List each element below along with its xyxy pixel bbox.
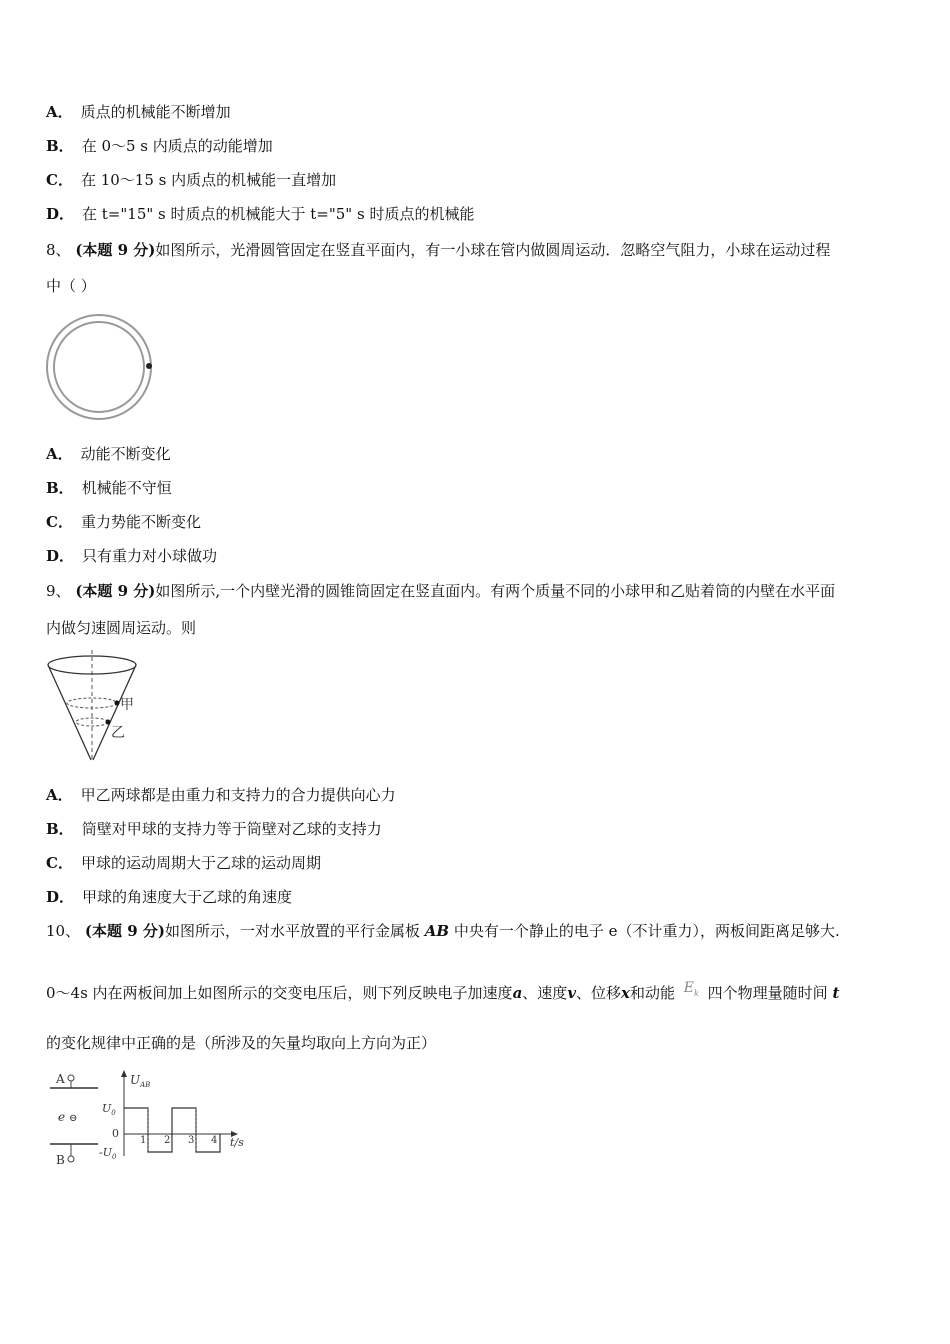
- neg-u0-label: $-U_0$: [99, 1146, 117, 1161]
- q10-stem-line2: 0～4s 内在两板间加上如图所示的交变电压后，则下列反映电子加速度a、速度v、位移x和动能 $E_k$ 四个物理量随时间 t: [46, 980, 840, 1002]
- ball-yi: [106, 720, 111, 725]
- u0-label: $U_0$: [102, 1102, 116, 1117]
- zero-label: 0: [112, 1127, 119, 1140]
- q9-number: 9、: [46, 582, 71, 600]
- q8-option-d: D． 只有重力对小球做功: [46, 547, 218, 565]
- ball: [146, 363, 152, 369]
- q8-stem-line2: 中（ ）: [46, 277, 96, 295]
- q9-option-b: B． 筒壁对甲球的支持力等于筒壁对乙球的支持力: [46, 820, 382, 838]
- q9-stem-line2: 内做匀速圆周运动。则: [46, 619, 197, 637]
- q9-option-d: D． 甲球的角速度大于乙球的角速度: [46, 888, 293, 906]
- label-jia: 甲: [120, 697, 134, 713]
- q9-option-a: A． 甲乙两球都是由重力和支持力的合力提供向心力: [46, 786, 396, 804]
- u-axis-label: $U_{AB}$: [130, 1073, 151, 1089]
- t-axis-label: t/s: [230, 1136, 244, 1149]
- q8-circular-tube-figure: [44, 312, 156, 422]
- q10-score: (本题 9 分): [84, 922, 165, 940]
- q7-option-b: B． 在 0～5 s 内质点的动能增加: [46, 137, 273, 155]
- tick-4: 4: [211, 1135, 218, 1146]
- tick-2: 2: [164, 1135, 171, 1146]
- q8-option-a: A． 动能不断变化: [46, 445, 171, 463]
- tick-3: 3: [188, 1135, 195, 1146]
- electron-symbol: ⊖: [69, 1113, 78, 1124]
- q8-option-c: C． 重力势能不断变化: [46, 513, 201, 531]
- q9-score: (本题 9 分): [75, 582, 156, 600]
- voltage-graph: [99, 1070, 244, 1161]
- q9-stem-line1: 9、 (本题 9 分)如图所示,一个内壁光滑的圆锥筒固定在竖直面内。有两个质量不同的小球甲和乙贴着筒的内壁在水平面: [46, 582, 836, 600]
- label-yi: 乙: [111, 725, 125, 741]
- q9-cone-figure: [44, 648, 144, 764]
- tick-1: 1: [140, 1135, 147, 1146]
- plate-diagram: [50, 1072, 98, 1167]
- electron-label: e: [58, 1110, 66, 1124]
- ek-symbol: $E_k$: [683, 980, 699, 998]
- q10-stem-line1: 10、 (本题 9 分)如图所示，一对水平放置的平行金属板 AB 中央有一个静止的电子 e（不计重力），两板间距离足够大.: [46, 922, 840, 940]
- tube-outer-wall: [47, 315, 151, 419]
- q7-option-c: C． 在 10～15 s 内质点的机械能一直增加: [46, 171, 337, 189]
- q8-score: (本题 9 分): [75, 241, 156, 259]
- plate-label-a: A: [56, 1072, 65, 1086]
- q7-option-a: A． 质点的机械能不断增加: [46, 103, 231, 121]
- plate-label-b: B: [56, 1153, 65, 1167]
- tube-inner-wall: [54, 322, 144, 412]
- q10-plates-and-voltage-figure: [44, 1066, 254, 1174]
- q8-stem-line1: 8、 (本题 9 分)如图所示，光滑圆管固定在竖直平面内，有一小球在管内做圆周运动．忽略空气阻力，小球在运动过程: [46, 241, 831, 259]
- q8-number: 8、: [46, 241, 71, 259]
- q10-number: 10、: [46, 922, 81, 940]
- cone-left-wall: [48, 665, 91, 760]
- q9-option-c: C． 甲球的运动周期大于乙球的运动周期: [46, 854, 321, 872]
- voltage-waveform: [124, 1108, 220, 1152]
- q8-option-b: B． 机械能不守恒: [46, 479, 172, 497]
- q7-option-d: D． 在 t="15" s 时质点的机械能大于 t="5" s 时质点的机械能: [46, 205, 475, 223]
- ball-jia: [115, 701, 120, 706]
- q10-stem-line3: 的变化规律中正确的是（所涉及的矢量均取向上方向为正）: [46, 1034, 437, 1052]
